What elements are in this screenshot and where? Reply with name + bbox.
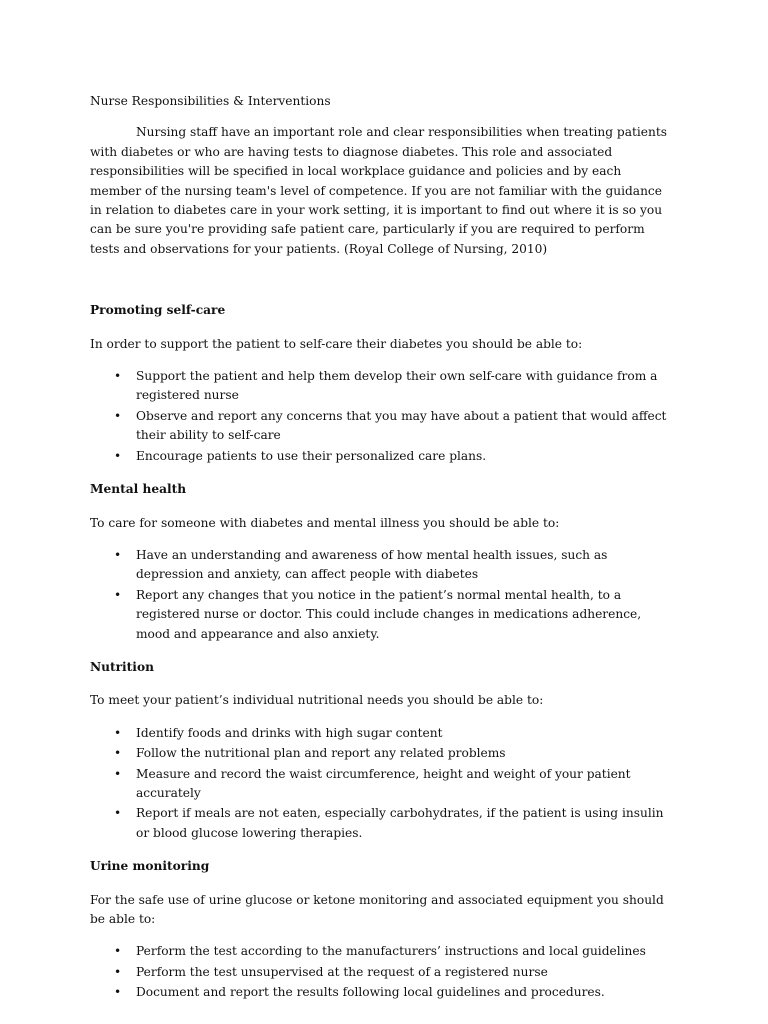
section-lead: To care for someone with diabetes and mental illness you should be able to: (90, 515, 560, 530)
list-item: • Measure and record the waist circumference, height and weight of your patient accurately (90, 765, 675, 804)
list-item: • Have an understanding and awareness of how mental health issues, such as depression and anxiety, can affect people with diabetes (90, 546, 675, 585)
list-item: • Observe and report any concerns that you may have about a patient that would affect their ability to self-care (90, 407, 675, 446)
document-content (90, 92, 675, 1004)
list-item: • Support the patient and help them develop their own self-care with guidance from a registered nurse (90, 367, 675, 406)
list-item: • Follow the nutritional plan and report any related problems (90, 744, 675, 763)
bullet-list (90, 546, 675, 644)
section-lead: For the safe use of urine glucose or ketone monitoring and associated equipment you should be able to: (90, 892, 664, 926)
list-item: • Report any changes that you notice in the patient’s normal mental health, to a registered nurse or doctor. This could include changes in medications adherence, mood and appearance and also anxiety. (90, 586, 675, 644)
section-lead: In order to support the patient to self-care their diabetes you should be able to: (90, 336, 583, 351)
list-item: • Document and report the results following local guidelines and procedures. (90, 983, 675, 1002)
document-title: Nurse Responsibilities & Interventions (90, 94, 331, 108)
list-item: • Encourage patients to use their personalized care plans. (90, 447, 675, 466)
list-item: • Identify foods and drinks with high sugar content (90, 724, 675, 743)
section-heading: Nutrition (90, 659, 154, 674)
bullet-list (90, 724, 675, 843)
intro-paragraph: Nursing staff have an important role and clear responsibilities when treating patients with diabetes or who are having tests to diagnose diabetes. This role and associated responsibilities will be specified in local workplace guidance and policies and by each member of the nursing team's level of competence. If you are not familiar with the guidance in relation to diabetes care in your work setting, it is important to find out where it is so you can be sure you're providing safe patient care, particularly if you are required to perform tests and observations for your patients. (Royal College of Nursing, 2010) (90, 125, 667, 256)
list-item: • Report if meals are not eaten, especially carbohydrates, if the patient is using insulin or blood glucose lowering therapies. (90, 804, 675, 843)
section-urine-monitoring (90, 857, 675, 1002)
section-heading: Urine monitoring (90, 859, 210, 874)
section-heading: Promoting self-care (90, 303, 226, 318)
section-heading: Mental health (90, 482, 187, 497)
bullet-list (90, 367, 675, 466)
section-mental-health (90, 480, 675, 644)
list-item: • Perform the test according to the manufacturers’ instructions and local guidelines (90, 942, 675, 961)
section-nutrition (90, 658, 675, 843)
section-lead: To meet your patient’s individual nutritional needs you should be able to: (90, 693, 544, 708)
bullet-list (90, 942, 675, 1002)
section-promoting-self-care (90, 301, 675, 466)
list-item: • Perform the test unsupervised at the request of a registered nurse (90, 963, 675, 982)
